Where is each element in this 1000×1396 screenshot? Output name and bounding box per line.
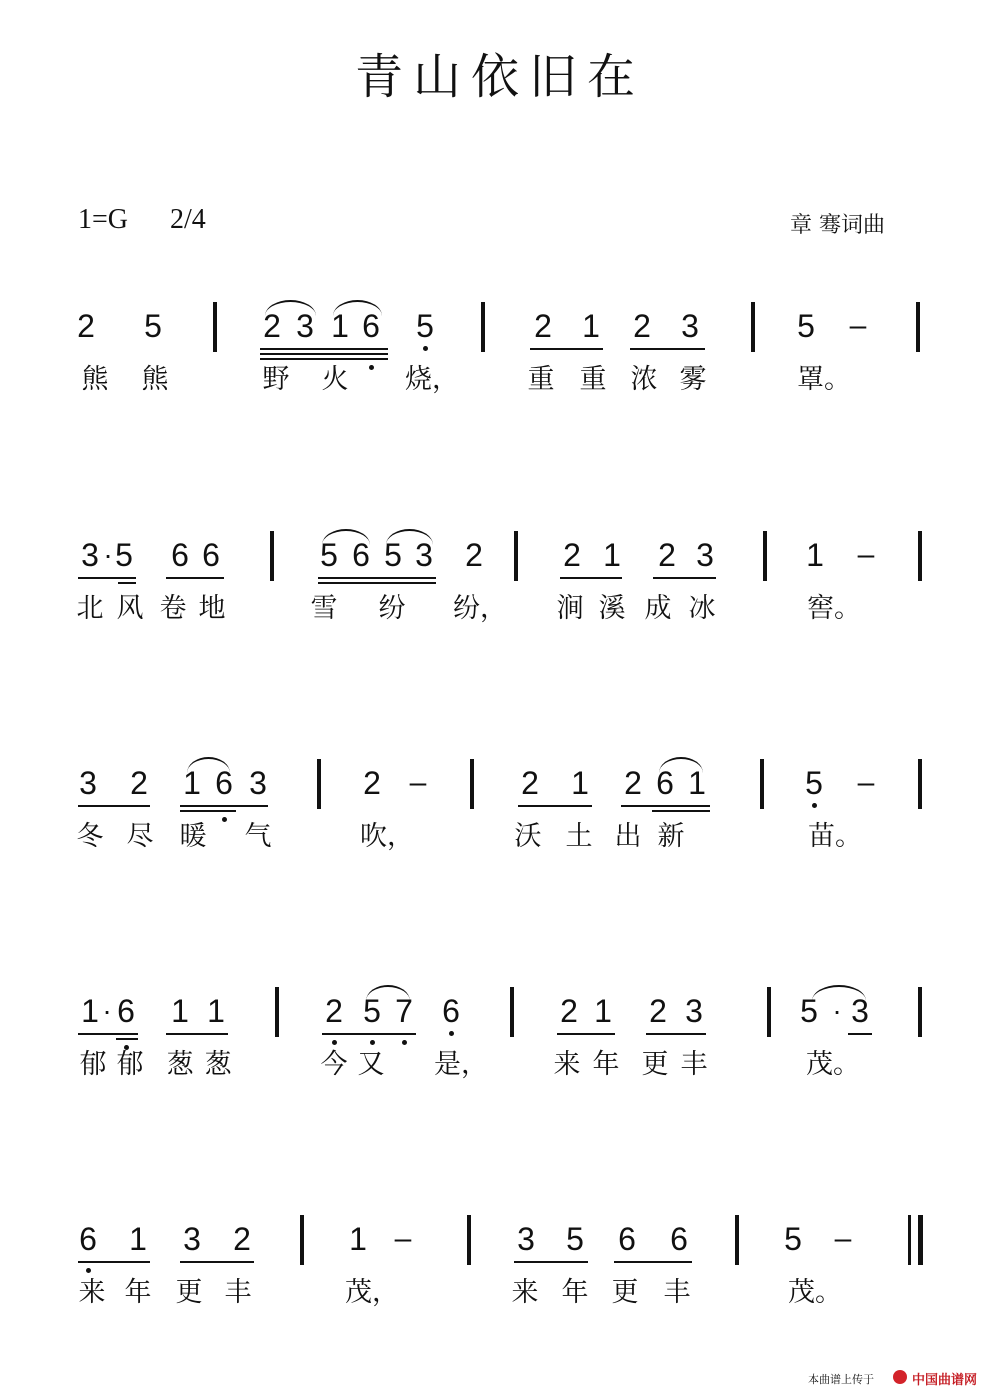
bar-line: [300, 1215, 304, 1265]
octave-dot: [369, 365, 374, 370]
lyric: 茂。: [788, 1277, 842, 1308]
lyric: 茂。: [806, 1049, 860, 1080]
note: 6: [79, 1221, 97, 1257]
note: 6: [618, 1221, 636, 1257]
time-signature: 2/4: [170, 204, 206, 235]
lyric: 气: [244, 821, 272, 852]
lyric: 更: [611, 1277, 639, 1308]
lyric: 来: [78, 1277, 106, 1308]
underline-beam: [78, 805, 150, 807]
underline-beam: [118, 577, 136, 579]
lyric: 北: [76, 593, 104, 624]
underline-beam: [614, 1261, 692, 1263]
lyric: 冰: [688, 593, 716, 624]
lyric: 来: [511, 1277, 539, 1308]
octave-dot: [86, 1268, 91, 1273]
sustain-dash: –: [394, 1222, 412, 1255]
lyric: 来: [553, 1049, 581, 1080]
lyric: 茂，: [345, 1277, 399, 1308]
lyric: 火: [321, 364, 349, 395]
slur-mark: [187, 757, 230, 773]
note: 1: [183, 765, 201, 801]
site-logo-icon: [893, 1370, 907, 1384]
score-title: 青山依旧在: [354, 49, 645, 105]
note: 2: [521, 765, 539, 801]
note: 5: [384, 537, 402, 573]
underline-beam: [652, 810, 710, 812]
lyric: 年: [561, 1277, 589, 1308]
note: 5: [805, 765, 823, 801]
note: 3: [415, 537, 433, 573]
bar-line: [751, 302, 755, 352]
underline-beam: [646, 1033, 706, 1035]
bar-line: [767, 987, 771, 1037]
note: 6: [171, 537, 189, 573]
slur-mark: [812, 985, 866, 1001]
note: 2: [325, 993, 343, 1029]
notation-row: [0, 763, 1000, 903]
note: 1: [81, 993, 99, 1029]
key-label: 1=G: [78, 204, 129, 235]
lyric: 郁: [116, 1049, 144, 1080]
note: 3: [517, 1221, 535, 1257]
note: 7: [395, 993, 413, 1029]
lyric: 冬: [76, 821, 104, 852]
slur-mark: [322, 529, 370, 545]
bar-line: [317, 759, 321, 809]
bar-line: [735, 1215, 739, 1265]
note: 1: [582, 308, 600, 344]
note: 2: [624, 765, 642, 801]
note: 5: [416, 308, 434, 344]
lyric: 葱: [166, 1049, 194, 1080]
underline-beam: [848, 1033, 872, 1035]
lyric: 郁: [79, 1049, 107, 1080]
note: 5: [363, 993, 381, 1029]
note: 5: [115, 537, 133, 573]
octave-dot: [332, 1040, 337, 1045]
note: 1: [171, 993, 189, 1029]
note: ·: [103, 539, 113, 570]
note: 3: [81, 537, 99, 573]
lyric: 雪: [310, 593, 338, 624]
lyric: 浓: [630, 364, 658, 395]
lyric: 吹，: [360, 821, 414, 852]
note: 2: [649, 993, 667, 1029]
final-bar-thin: [908, 1215, 911, 1265]
note: 5: [320, 537, 338, 573]
underline-beam: [318, 577, 436, 579]
site-logo-text: 中国曲谱网: [912, 1373, 978, 1388]
lyric: 纷: [378, 593, 406, 624]
lyric: 卷: [159, 593, 187, 624]
lyric: 风: [116, 593, 144, 624]
underline-beam: [322, 1033, 416, 1035]
note: 2: [534, 308, 552, 344]
bar-line: [481, 302, 485, 352]
note: 1: [806, 537, 824, 573]
bar-line: [760, 759, 764, 809]
lyric: 年: [124, 1277, 152, 1308]
bar-line: [918, 531, 922, 581]
note: 5: [566, 1221, 584, 1257]
note: 6: [362, 308, 380, 344]
lyric: 尽: [126, 821, 154, 852]
underline-beam: [260, 353, 388, 355]
note: 5: [797, 308, 815, 344]
octave-dot: [423, 346, 428, 351]
final-bar-thick: [918, 1215, 923, 1265]
slur-mark: [333, 300, 382, 316]
notation-row: [0, 991, 1000, 1131]
octave-dot: [449, 1031, 454, 1036]
sustain-dash: –: [857, 538, 875, 571]
note: 1: [688, 765, 706, 801]
lyric: 纷，: [453, 593, 507, 624]
note: 1: [349, 1221, 367, 1257]
lyric: 更: [641, 1049, 669, 1080]
lyric: 熊: [141, 364, 169, 395]
note: 2: [658, 537, 676, 573]
lyric: 野: [262, 364, 290, 395]
underline-beam: [116, 1038, 138, 1040]
lyric: 苗。: [808, 821, 862, 852]
sustain-dash: –: [857, 766, 875, 799]
underline-beam: [514, 1261, 588, 1263]
bar-line: [514, 531, 518, 581]
note: 1: [331, 308, 349, 344]
note: 2: [465, 537, 483, 573]
underline-beam: [557, 1033, 615, 1035]
note: 3: [851, 993, 869, 1029]
bar-line: [918, 987, 922, 1037]
lyric: 窖。: [807, 593, 861, 624]
note: ·: [832, 995, 842, 1026]
note: 3: [183, 1221, 201, 1257]
lyric: 土: [565, 821, 593, 852]
underline-beam: [78, 1261, 150, 1263]
bar-line: [763, 531, 767, 581]
note: 2: [563, 537, 581, 573]
octave-dot: [402, 1040, 407, 1045]
note: 2: [233, 1221, 251, 1257]
underline-beam: [260, 348, 388, 350]
note: 3: [685, 993, 703, 1029]
note: 6: [670, 1221, 688, 1257]
note: 3: [249, 765, 267, 801]
lyric: 葱: [204, 1049, 232, 1080]
note: 1: [207, 993, 225, 1029]
note: 1: [594, 993, 612, 1029]
lyric: 是，: [434, 1049, 488, 1080]
key-signature: [78, 204, 248, 236]
note: 1: [603, 537, 621, 573]
underline-beam: [318, 582, 436, 584]
lyric: 烧，: [405, 364, 459, 395]
notation-row: [0, 306, 1000, 446]
note: 6: [117, 993, 135, 1029]
composer-credit: 章 骞词曲: [790, 213, 885, 238]
lyric: 新: [657, 821, 685, 852]
lyric: 又: [357, 1049, 385, 1080]
bar-line: [275, 987, 279, 1037]
note: 6: [442, 993, 460, 1029]
bar-line: [470, 759, 474, 809]
note: 1: [129, 1221, 147, 1257]
bar-line: [467, 1215, 471, 1265]
lyric: 沃: [514, 821, 542, 852]
bar-line: [213, 302, 217, 352]
underline-beam: [166, 1033, 228, 1035]
lyric: 出: [614, 821, 642, 852]
note: ·: [102, 995, 112, 1026]
bar-line: [270, 531, 274, 581]
bar-line: [916, 302, 920, 352]
note: 3: [79, 765, 97, 801]
lyric: 重: [527, 364, 555, 395]
note: 3: [296, 308, 314, 344]
slur-mark: [366, 985, 410, 1001]
lyric: 今: [320, 1049, 348, 1080]
note: 2: [633, 308, 651, 344]
underline-beam: [260, 358, 388, 360]
octave-dot: [222, 817, 227, 822]
underline-beam: [166, 577, 224, 579]
notation-row: [0, 1219, 1000, 1359]
lyric: 暖: [179, 821, 207, 852]
notation-row: [0, 535, 1000, 675]
underline-beam: [180, 810, 236, 812]
bar-line: [918, 759, 922, 809]
underline-beam: [630, 348, 705, 350]
note: 6: [656, 765, 674, 801]
lyric: 涧: [556, 593, 584, 624]
note: 2: [130, 765, 148, 801]
slur-mark: [265, 300, 316, 316]
lyric: 熊: [81, 364, 109, 395]
slur-mark: [659, 757, 703, 773]
note: 2: [560, 993, 578, 1029]
note: 2: [363, 765, 381, 801]
octave-dot: [812, 803, 817, 808]
underline-beam: [180, 1261, 254, 1263]
lyric: 罩。: [797, 364, 851, 395]
note: 3: [681, 308, 699, 344]
note: 5: [784, 1221, 802, 1257]
lyric: 地: [198, 593, 226, 624]
lyric: 更: [175, 1277, 203, 1308]
lyric: 溪: [598, 593, 626, 624]
underline-beam: [653, 577, 716, 579]
note: 2: [77, 308, 95, 344]
sustain-dash: –: [834, 1222, 852, 1255]
lyric: 丰: [224, 1277, 252, 1308]
underline-beam: [180, 805, 236, 807]
slur-mark: [386, 529, 433, 545]
underline-beam: [530, 348, 603, 350]
lyric: 成: [644, 593, 672, 624]
lyric: 丰: [680, 1049, 708, 1080]
note: 5: [800, 993, 818, 1029]
note: 3: [696, 537, 714, 573]
note: 6: [215, 765, 233, 801]
underline-beam: [560, 577, 622, 579]
bar-line: [510, 987, 514, 1037]
note: 6: [202, 537, 220, 573]
underline-beam: [116, 1033, 138, 1035]
underline-beam: [518, 805, 592, 807]
lyric: 重: [579, 364, 607, 395]
upload-footer: 本曲谱上传于: [808, 1373, 874, 1386]
note: 6: [352, 537, 370, 573]
sustain-dash: –: [409, 766, 427, 799]
lyric: 年: [592, 1049, 620, 1080]
lyric: 雾: [679, 364, 707, 395]
note: 2: [263, 308, 281, 344]
note: 5: [144, 308, 162, 344]
octave-dot: [370, 1040, 375, 1045]
underline-beam: [118, 582, 136, 584]
sustain-dash: –: [849, 309, 867, 342]
underline-beam: [652, 805, 710, 807]
lyric: 丰: [663, 1277, 691, 1308]
note: 1: [571, 765, 589, 801]
